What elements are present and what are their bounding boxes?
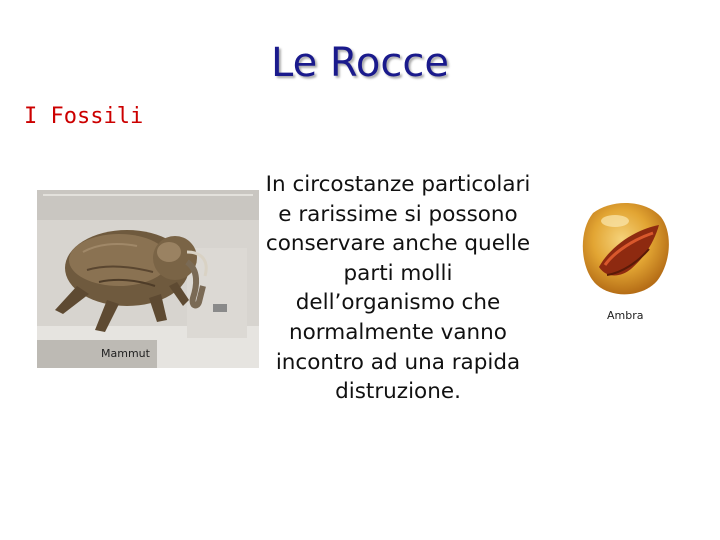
amber-caption: Ambra [607, 309, 644, 322]
section-heading: I Fossili [24, 104, 144, 129]
mammoth-caption: Mammut [101, 347, 150, 360]
slide-title: Le Rocce [271, 40, 449, 86]
amber-photo [575, 193, 675, 301]
body-text: In circostanze particolari e rarissime si possono conservare anche quelle parti molli dell’organismo che normalmente vanno incontro ad una rapida distruzione. [265, 172, 531, 405]
mammoth-photo [37, 190, 259, 368]
